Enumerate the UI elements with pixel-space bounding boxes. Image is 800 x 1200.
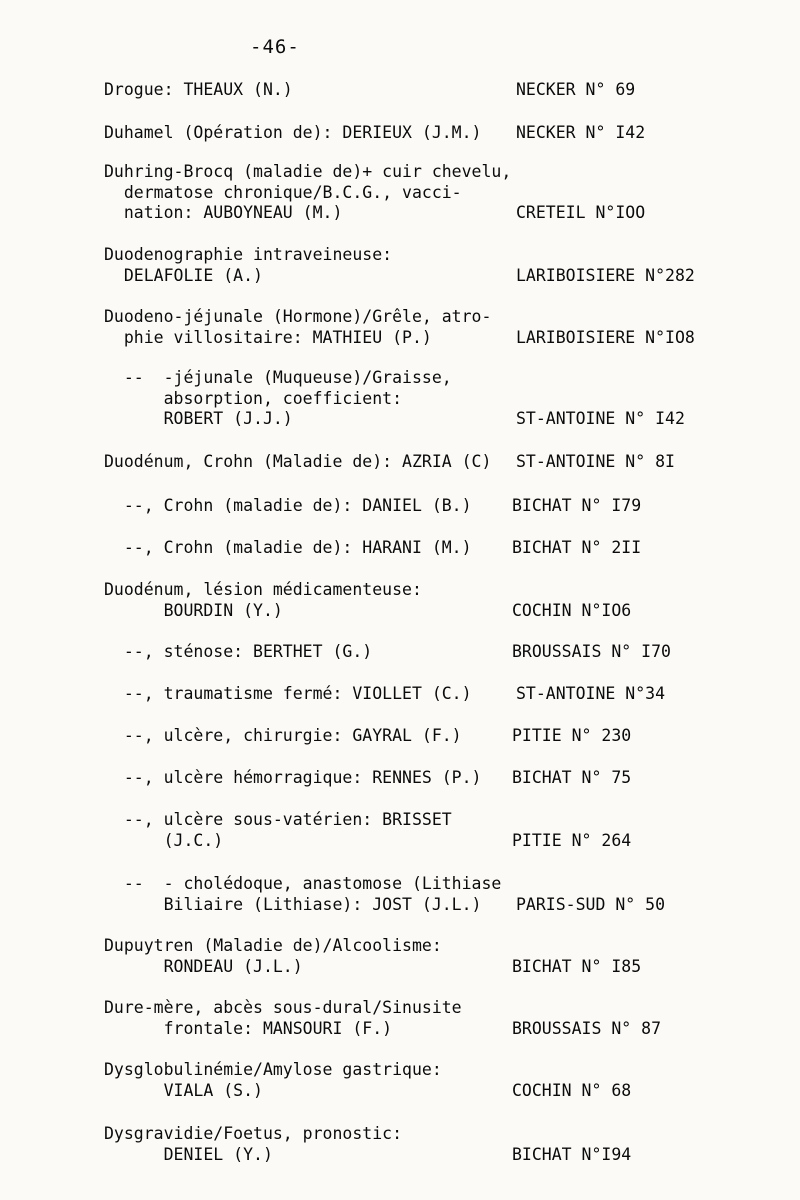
entry-text-line: DENIEL (Y.) [104,1144,273,1164]
entry-text-line: BOURDIN (Y.) [104,600,283,620]
entry-text-line: --, traumatisme fermé: VIOLLET (C.) [104,684,472,703]
entry-text-line: -- - cholédoque, anastomose (Lithiase [104,874,502,893]
hospital-reference: BICHAT N° I85 [512,956,642,976]
hospital-reference: CRETEIL N°IOO [516,203,646,222]
entry-text-line: Biliaire (Lithiase): JOST (J.L.) [104,894,482,914]
entry-text-line: --, ulcère sous-vatérien: BRISSET [104,810,452,829]
hospital-reference: PARIS-SUD N° 50 [516,894,666,914]
entry-text-line: (J.C.) [104,830,224,850]
hospital-reference: BICHAT N° 75 [512,768,632,787]
entry-text-line: Dysglobulinémie/Amylose gastrique: [104,1060,442,1079]
hospital-reference: COCHIN N° 68 [512,1080,632,1100]
entry-text-line: -- -jéjunale (Muqueuse)/Graisse, [104,368,452,387]
hospital-reference: NECKER N° I42 [516,123,646,142]
hospital-reference: BICHAT N° 2II [512,538,642,557]
entry-text-line: --, sténose: BERTHET (G.) [104,642,373,661]
entry-text-line: --, Crohn (maladie de): HARANI (M.) [104,538,472,557]
entry-text-line: --, ulcère, chirurgie: GAYRAL (F.) [104,726,462,745]
entry-text-line: phie villositaire: MATHIEU (P.) [104,327,432,347]
hospital-reference: BICHAT N°I94 [512,1144,632,1164]
entry-text-line: Drogue: THEAUX (N.) [104,80,293,99]
hospital-reference: LARIBOISIERE N°IO8 [516,327,695,347]
entry-text-line: VIALA (S.) [104,1080,263,1100]
entry-text-line: frontale: MANSOURI (F.) [104,1018,393,1038]
hospital-reference: PITIE N° 264 [512,830,632,850]
hospital-reference: ST-ANTOINE N°34 [516,684,666,703]
entry-text-line: Duhamel (Opération de): DERIEUX (J.M.) [104,123,482,142]
entry-text-line: --, Crohn (maladie de): DANIEL (B.) [104,496,472,515]
entry-text-line: nation: AUBOYNEAU (M.) [104,203,343,222]
entry-text-line: dermatose chronique/B.C.G., vacci- [104,182,462,202]
entry-text-line: Duodenographie intraveineuse: [104,245,393,264]
hospital-reference: BROUSSAIS N° 87 [512,1018,662,1038]
entry-text-line: --, ulcère hémorragique: RENNES (P.) [104,768,482,787]
entry-text-line: Dysgravidie/Foetus, pronostic: [104,1124,403,1143]
entry-text-line: DELAFOLIE (A.) [104,265,263,285]
page-number: -46- [250,36,300,58]
entry-text-line: absorption, coefficient: [104,388,403,408]
hospital-reference: ST-ANTOINE N° I42 [516,409,685,428]
hospital-reference: NECKER N° 69 [516,80,636,99]
entry-text-line: Duodeno-jéjunale (Hormone)/Grêle, atro- [104,307,492,326]
entry-text-line: Duodénum, Crohn (Maladie de): AZRIA (C) [104,452,492,471]
hospital-reference: BICHAT N° I79 [512,496,642,515]
hospital-reference: COCHIN N°IO6 [512,600,632,620]
entry-text-line: Dupuytren (Maladie de)/Alcoolisme: [104,936,442,955]
hospital-reference: PITIE N° 230 [512,726,632,745]
entry-text-line: ROBERT (J.J.) [104,409,293,428]
entry-text-line: Duhring-Brocq (maladie de)+ cuir chevelu, [104,162,512,181]
entry-text-line: Dure-mère, abcès sous-dural/Sinusite [104,998,462,1017]
hospital-reference: BROUSSAIS N° I70 [512,642,671,661]
hospital-reference: LARIBOISIERE N°282 [516,265,695,285]
entry-text-line: Duodénum, lésion médicamenteuse: [104,580,422,599]
entry-text-line: RONDEAU (J.L.) [104,956,303,976]
hospital-reference: ST-ANTOINE N° 8I [516,452,675,471]
